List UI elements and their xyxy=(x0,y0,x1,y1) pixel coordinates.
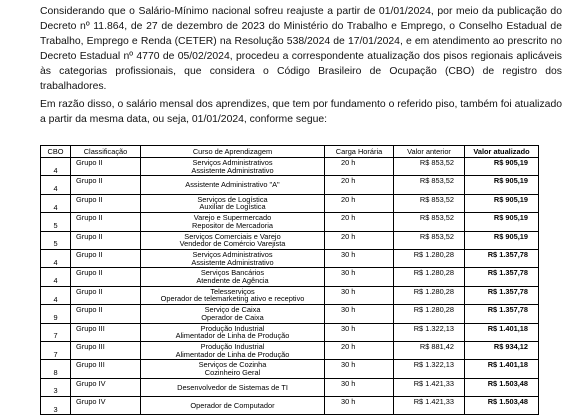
valor-anterior-cell: R$ 853,52 xyxy=(394,194,465,212)
curso-cell xyxy=(141,249,325,267)
table-header-row xyxy=(41,146,539,158)
curso-line: Cozinheiro Geral xyxy=(204,367,261,377)
cbo-cell: 4 xyxy=(41,286,71,304)
curso-line: Serviços Comerciais e Varejo xyxy=(184,231,281,241)
curso-line: Serviços de Logística xyxy=(197,194,268,204)
curso-cell xyxy=(141,305,325,323)
curso-line: Alimentador de Linha de Produção xyxy=(175,331,290,341)
curso-line: Operador de Caixa xyxy=(201,312,264,322)
curso-line: Operador de telemarketing ativo e receptivo xyxy=(160,294,305,304)
valor-anterior-cell: R$ 1.280,28 xyxy=(394,286,465,304)
cbo-cell: 4 xyxy=(41,194,71,212)
carga-horaria-cell: 30 h xyxy=(325,360,394,378)
table-row xyxy=(41,286,539,304)
classificacao-cell: Grupo II xyxy=(71,249,141,267)
table-row xyxy=(41,378,539,396)
cbo-cell: 4 xyxy=(41,176,71,194)
header-classificacao: Classificação xyxy=(71,146,141,158)
curso-line: Auxiliar de Logística xyxy=(199,202,266,212)
table-row xyxy=(41,176,539,194)
cbo-cell: 4 xyxy=(41,268,71,286)
valor-atualizado-cell: R$ 905,19 xyxy=(465,176,539,194)
cbo-cell: 9 xyxy=(41,305,71,323)
valor-atualizado-cell: R$ 1.503,48 xyxy=(465,397,539,415)
table-row xyxy=(41,268,539,286)
curso-cell xyxy=(141,397,325,415)
classificacao-cell: Grupo III xyxy=(71,323,141,341)
cbo-cell: 7 xyxy=(41,323,71,341)
curso-cell xyxy=(141,231,325,249)
valor-anterior-cell: R$ 853,52 xyxy=(394,213,465,231)
curso-line: Alimentador de Linha de Produção xyxy=(175,349,290,359)
classificacao-cell: Grupo III xyxy=(71,341,141,359)
valor-anterior-cell: R$ 1.421,33 xyxy=(394,378,465,396)
valor-anterior-cell: R$ 1.322,13 xyxy=(394,323,465,341)
valor-anterior-cell: R$ 1.280,28 xyxy=(394,249,465,267)
valor-anterior-cell: R$ 881,42 xyxy=(394,341,465,359)
curso-line: Atendente de Agência xyxy=(196,276,269,286)
carga-horaria-cell: 30 h xyxy=(325,378,394,396)
valor-atualizado-cell: R$ 1.357,78 xyxy=(465,268,539,286)
classificacao-cell: Grupo II xyxy=(71,158,141,176)
valor-anterior-cell: R$ 853,52 xyxy=(394,231,465,249)
carga-horaria-cell: 30 h xyxy=(325,249,394,267)
intro-paragraph: Considerando que o Salário-Mínimo nacional sofreu reajuste a partir de 01/01/2024, por meio da publicação do Decreto nº 11.864, de 27 de dezembro de 2023 do Ministério do Trabalho e Emprego, o Conselho Estadual de Trabalho, Emprego e Renda (CETER) na Resolução 538/2024 de 17/01/2024, e em atendimento ao prescrito no Decreto Estadual nº 4770 de 05/02/2024, procedeu a correspondente atualização dos pisos regionais aplicáveis às categorias profissionais, que considera o Código Brasileiro de Ocupação (CBO) de registro dos trabalhadores. xyxy=(40,6,562,92)
curso-cell xyxy=(141,341,325,359)
curso-line: Produção Industrial xyxy=(200,323,265,333)
curso-cell xyxy=(141,360,325,378)
valor-atualizado-cell: R$ 1.503,48 xyxy=(465,378,539,396)
carga-horaria-cell: 30 h xyxy=(325,268,394,286)
salary-update-paragraph: Em razão disso, o salário mensal dos aprendizes, que tem por fundamento o referido piso, também foi atualizado a partir da mesma data, ou seja, 01/01/2024, conforme segue: xyxy=(40,99,562,125)
classificacao-cell: Grupo II xyxy=(71,176,141,194)
table-row xyxy=(41,341,539,359)
valor-anterior-cell: R$ 853,52 xyxy=(394,158,465,176)
cbo-cell: 3 xyxy=(41,397,71,415)
valor-anterior-cell: R$ 1.322,13 xyxy=(394,360,465,378)
curso-line: Varejo e Supermercado xyxy=(193,213,272,223)
header-curso: Curso de Aprendizagem xyxy=(141,146,325,158)
curso-line: Operador de Computador xyxy=(190,400,275,410)
classificacao-cell: Grupo II xyxy=(71,305,141,323)
valor-atualizado-cell: R$ 905,19 xyxy=(465,158,539,176)
curso-line: Repositor de Mercadoria xyxy=(192,220,273,230)
table-row xyxy=(41,231,539,249)
table-body xyxy=(41,158,539,415)
curso-line: Desenvolvedor de Sistemas de TI xyxy=(177,382,288,392)
curso-cell xyxy=(141,378,325,396)
cbo-cell: 4 xyxy=(41,158,71,176)
table-row xyxy=(41,194,539,212)
carga-horaria-cell: 20 h xyxy=(325,194,394,212)
table-row xyxy=(41,249,539,267)
valor-atualizado-cell: R$ 1.401,18 xyxy=(465,323,539,341)
curso-cell xyxy=(141,176,325,194)
curso-line: Telesserviços xyxy=(210,286,255,296)
classificacao-cell: Grupo II xyxy=(71,213,141,231)
curso-line: Vendedor de Comércio Varejista xyxy=(179,239,286,249)
curso-cell xyxy=(141,213,325,231)
cbo-cell: 7 xyxy=(41,341,71,359)
carga-horaria-cell: 30 h xyxy=(325,323,394,341)
classificacao-cell: Grupo IV xyxy=(71,378,141,396)
cbo-cell: 5 xyxy=(41,231,71,249)
curso-cell xyxy=(141,323,325,341)
header-cbo: CBO xyxy=(41,146,71,158)
curso-cell xyxy=(141,268,325,286)
valor-atualizado-cell: R$ 1.357,78 xyxy=(465,249,539,267)
curso-line: Produção Industrial xyxy=(200,342,265,351)
table-row xyxy=(41,323,539,341)
cbo-cell: 3 xyxy=(41,378,71,396)
carga-horaria-cell: 20 h xyxy=(325,158,394,176)
apprentice-salary-table xyxy=(40,145,539,415)
valor-atualizado-cell: R$ 905,19 xyxy=(465,194,539,212)
table-row xyxy=(41,360,539,378)
curso-line: Serviços Administrativos xyxy=(192,250,273,260)
header-valor-atualizado: Valor atualizado xyxy=(465,146,539,158)
curso-line: Assistente Administrativo xyxy=(191,257,274,267)
carga-horaria-cell: 20 h xyxy=(325,176,394,194)
table-row xyxy=(41,397,539,415)
classificacao-cell: Grupo IV xyxy=(71,397,141,415)
valor-anterior-cell: R$ 1.421,33 xyxy=(394,397,465,415)
table-row xyxy=(41,158,539,176)
curso-line: Assistente Administrativo xyxy=(191,165,274,175)
carga-horaria-cell: 30 h xyxy=(325,286,394,304)
curso-line: Serviço de Caixa xyxy=(204,305,261,315)
curso-cell xyxy=(141,158,325,176)
table-row xyxy=(41,213,539,231)
curso-line: Assistente Administrativo "A" xyxy=(185,180,280,190)
carga-horaria-cell: 20 h xyxy=(325,341,394,359)
curso-line: Serviços Administrativos xyxy=(192,158,273,168)
cbo-cell: 8 xyxy=(41,360,71,378)
carga-horaria-cell: 20 h xyxy=(325,213,394,231)
classificacao-cell: Grupo II xyxy=(71,231,141,249)
classificacao-cell: Grupo III xyxy=(71,360,141,378)
header-valor-anterior: Valor anterior xyxy=(394,146,465,158)
valor-atualizado-cell: R$ 905,19 xyxy=(465,231,539,249)
carga-horaria-cell: 20 h xyxy=(325,231,394,249)
carga-horaria-cell: 30 h xyxy=(325,305,394,323)
cbo-cell: 5 xyxy=(41,213,71,231)
classificacao-cell: Grupo II xyxy=(71,286,141,304)
valor-anterior-cell: R$ 853,52 xyxy=(394,176,465,194)
carga-horaria-cell: 30 h xyxy=(325,397,394,415)
valor-atualizado-cell: R$ 934,12 xyxy=(465,341,539,359)
valor-atualizado-cell: R$ 1.357,78 xyxy=(465,305,539,323)
valor-anterior-cell: R$ 1.280,28 xyxy=(394,305,465,323)
cbo-cell: 4 xyxy=(41,249,71,267)
classificacao-cell: Grupo II xyxy=(71,268,141,286)
curso-line: Serviços de Cozinha xyxy=(198,360,267,370)
valor-atualizado-cell: R$ 905,19 xyxy=(465,213,539,231)
curso-line: Serviços Bancários xyxy=(200,268,265,278)
curso-cell xyxy=(141,194,325,212)
valor-atualizado-cell: R$ 1.401,18 xyxy=(465,360,539,378)
valor-atualizado-cell: R$ 1.357,78 xyxy=(465,286,539,304)
header-carga-horaria: Carga Horária xyxy=(325,146,394,158)
table-row xyxy=(41,305,539,323)
classificacao-cell: Grupo II xyxy=(71,194,141,212)
curso-cell xyxy=(141,286,325,304)
valor-anterior-cell: R$ 1.280,28 xyxy=(394,268,465,286)
